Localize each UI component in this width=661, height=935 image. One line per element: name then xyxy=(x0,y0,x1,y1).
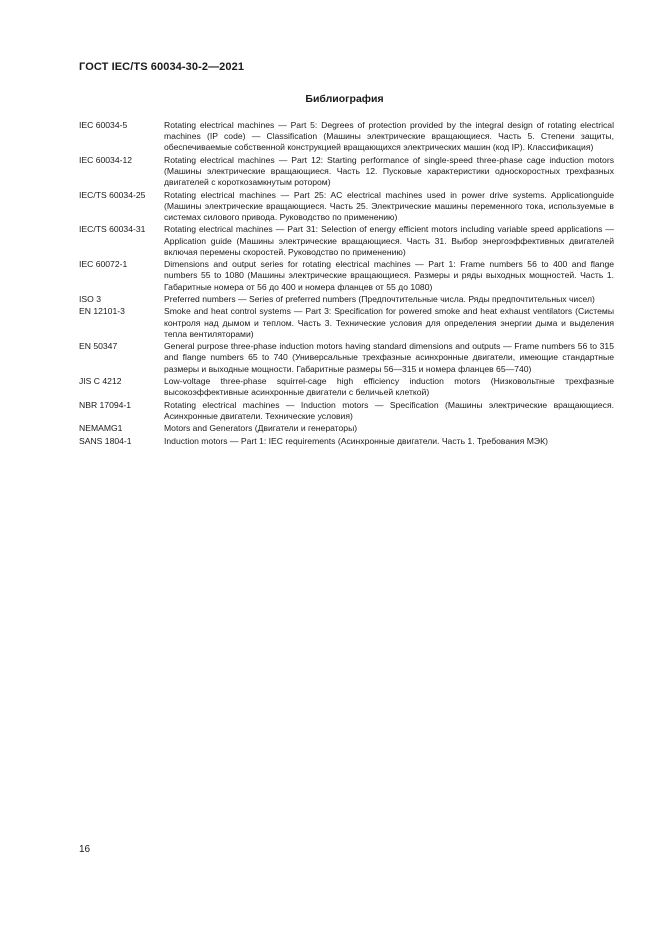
bibliography-entry xyxy=(79,224,614,258)
bibliography-list xyxy=(79,120,614,448)
reference-code: IEC 60034-12 xyxy=(79,154,133,165)
bibliography-entry xyxy=(79,376,614,398)
reference-text: Motors and Generators (Двигатели и генераторы) xyxy=(164,423,358,434)
section-title-bibliography: Библиография xyxy=(305,93,384,105)
reference-text: Dimensions and output series for rotating electrical machines — Part 1: Frame numbers 56 to 400 and flange numbers 55 to 1080 (Машины электрические вращающиеся. Размеры и ряды выходных мощностей. Часть 1. Габаритные номера от 56 до 400 и номера фланцев от 55 до 1080) xyxy=(164,259,614,292)
reference-text: Rotating electrical machines — Induction motors — Specification (Машины электрические вращающиеся. Асинхронные двигатели. Технические условия) xyxy=(164,399,614,421)
reference-text: Rotating electrical machines — Part 31: Selection of energy efficient motors including variable speed applications — Application guide (Машины электрические вращающиеся. Часть 31. Выбор энергоэффективных двигателей включая перемены скоростей. Руководство по применению) xyxy=(164,224,614,257)
bibliography-entry xyxy=(79,436,614,447)
reference-code: EN 12101-3 xyxy=(79,306,125,317)
bibliography-entry xyxy=(79,120,614,154)
reference-text: Rotating electrical machines — Part 25: AC electrical machines used in power drive systems. Applicationguide (Машины электрические вращающиеся. Часть 25. Электрические машины переменного тока, используемые в системах силового привода. Руководство по применению) xyxy=(164,189,614,222)
bibliography-entry xyxy=(79,294,614,305)
reference-code: ISO 3 xyxy=(79,293,101,304)
bibliography-entry xyxy=(79,400,614,422)
reference-code: IEC 60034-5 xyxy=(79,120,128,130)
reference-code: SANS 1804-1 xyxy=(79,435,132,446)
bibliography-entry xyxy=(79,190,614,224)
reference-text: Preferred numbers — Series of preferred numbers (Предпочтительные числа. Ряды предпочтительных чисел) xyxy=(164,293,595,304)
reference-text: Smoke and heat control systems — Part 3: Specification for powered smoke and heat exhaust ventilators (Системы контроля над дымом и теплом. Часть 3. Технические условия для определения энергии дыма и выделения тепла вентиляторами) xyxy=(164,306,614,339)
bibliography-entry xyxy=(79,155,614,189)
reference-code: NEMAMG1 xyxy=(79,423,123,434)
reference-text: Rotating electrical machines — Part 12: Starting performance of single-speed three-phase cage induction motors (Машины электрические вращающиеся. Часть 12. Пусковые характеристики односкоростных трехфазных двигателей с короткозамкнутым ротором) xyxy=(164,154,614,188)
document-header-standard-id: ГОСТ IEC/TS 60034-30-2—2021 xyxy=(79,61,245,73)
reference-code: IEC/TS 60034-25 xyxy=(79,189,146,200)
reference-code: NBR 17094-1 xyxy=(79,399,132,410)
bibliography-entry xyxy=(79,306,614,340)
bibliography-entry xyxy=(79,423,614,434)
reference-text: General purpose three-phase induction motors having standard dimensions and outputs — Frame numbers 56 to 315 and flange numbers 65 to 740 (Универсальные трехфазные асинхронные двигатели, имеющие стандартные размеры и выходные мощности. Габаритные размеры 56—315 и номера фланцев 65—740) xyxy=(164,341,614,374)
reference-code: IEC 60072-1 xyxy=(79,259,128,270)
reference-text: Rotating electrical machines — Part 5: Degrees of protection provided by the integral design of rotating electrical machines (IP code) — Classification (Машины электрические вращающиеся. Часть 5. Степени защиты, обеспечиваемые собственной конструкцией вращающихся электрических машин (код IP). Классификация) xyxy=(164,120,614,153)
bibliography-entry xyxy=(79,259,614,293)
reference-text: Low-voltage three-phase squirrel-cage high efficiency induction motors (Низковольтные трехфазные высокоэффективные асинхронные двигатели с беличьей клеткой) xyxy=(164,375,614,398)
reference-code: JIS C 4212 xyxy=(79,375,122,386)
bibliography-entry xyxy=(79,341,614,375)
reference-code: EN 50347 xyxy=(79,341,118,352)
reference-text: Induction motors — Part 1: IEC requirements (Асинхронные двигатели. Часть 1. Требования МЭК) xyxy=(164,435,548,446)
reference-code: IEC/TS 60034-31 xyxy=(79,224,146,235)
page-number: 16 xyxy=(79,844,91,855)
